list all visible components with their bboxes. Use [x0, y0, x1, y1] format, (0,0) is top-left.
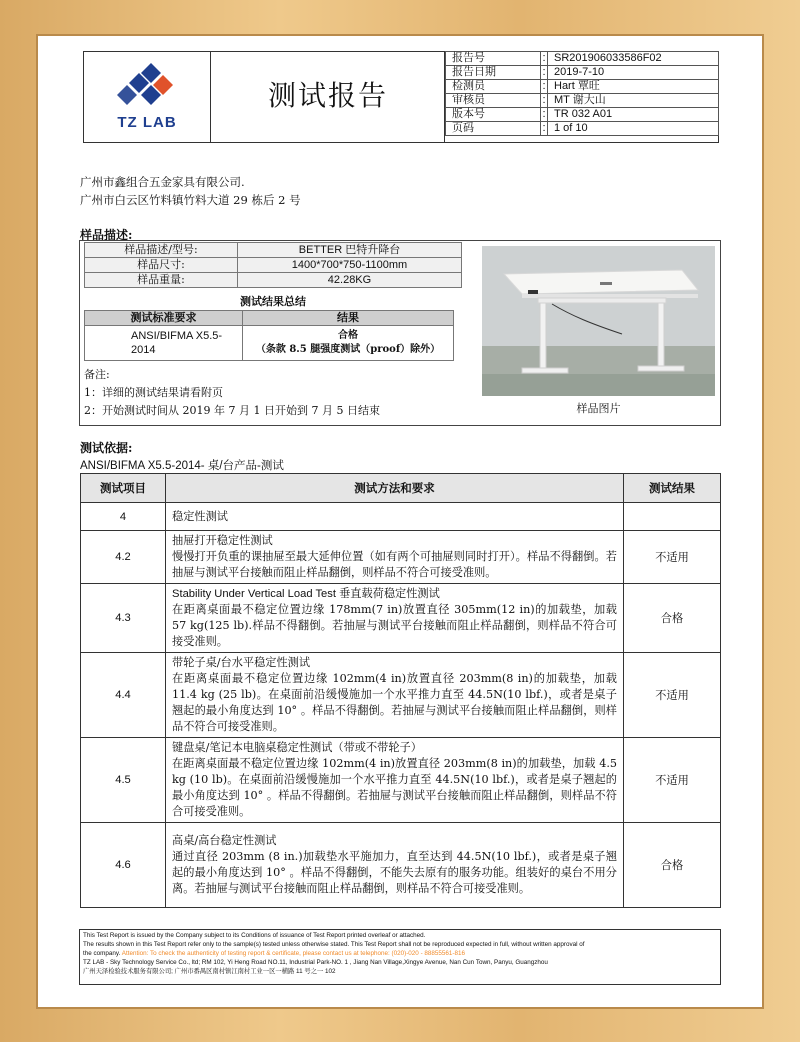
meta-row [446, 80, 719, 94]
sample-value: 42.28KG [238, 273, 462, 288]
summary-header-result: 结果 [243, 311, 454, 326]
test-method: 在距离桌面最不稳定位置边缘 102mm(4 in)放置直径 203mm(8 in)的加载垫，加载 4.5 kg (10 lb)。在桌面前沿缓慢施加一个水平推力直至 44.5N(10 lbf.)，或者是桌子翘起的最小角度达到 10° 。样品不得翻倒。若抽屉与测试平台接触而阻止样品翻倒，则样品不符合可接受准则。 [172, 757, 617, 818]
test-method: 在距离桌面最不稳定位置边缘 178mm(7 in)放置直径 305mm(12 in)的加载垫，加载 57 kg(125 lb).样品不得翻倒。若抽屉与测试平台接触而阻止样品翻倒，则样品不符合可接受准则。 [172, 603, 617, 648]
report-meta-table [445, 51, 719, 136]
test-table-header [81, 474, 721, 503]
test-title: 抽屉打开稳定性测试 [172, 534, 273, 547]
note-2: 2：开始测试时间从 2019 年 7 月 1 日开始到 7 月 5 日结束 [84, 404, 380, 417]
sample-info-table [84, 242, 462, 288]
summary-row [85, 326, 454, 361]
test-title: 带轮子桌/台水平稳定性测试 [172, 656, 311, 669]
meta-value: TR 032 A01 [548, 108, 719, 122]
meta-row [446, 108, 719, 122]
basis-standard: ANSI/BIFMA X5.5-2014- 桌/台产品-测试 [80, 460, 284, 472]
test-result: 合格 [624, 823, 721, 908]
test-section-name: 稳定性测试 [166, 503, 624, 531]
note-1: 1：详细的测试结果请看附页 [84, 386, 223, 399]
report-page [38, 36, 762, 1007]
table-row [81, 738, 721, 823]
header-result: 测试结果 [624, 474, 721, 503]
sample-label: 样品尺寸: [85, 258, 238, 273]
summary-table [84, 310, 454, 361]
client-name: 广州市鑫组合五金家具有限公司. [80, 175, 245, 189]
meta-colon: : [542, 108, 546, 120]
table-row [81, 503, 721, 531]
summary-result: 合格 [338, 330, 358, 341]
standing-desk-image-icon [482, 246, 715, 396]
summary-result-cell [243, 326, 454, 361]
test-title: 高桌/高台稳定性测试 [172, 834, 277, 847]
meta-label: 审核员 [446, 94, 541, 108]
sample-row [85, 273, 462, 288]
logo-cell [83, 51, 211, 143]
logo-text: TZ LAB [117, 114, 177, 131]
footer-line-3 [83, 949, 717, 958]
meta-row [446, 66, 719, 80]
meta-label: 版本号 [446, 108, 541, 122]
client-address: 广州市白云区竹料镇竹料大道 29 栋后 2 号 [80, 193, 301, 207]
meta-colon: : [542, 66, 546, 78]
test-method: 在距离桌面最不稳定位置边缘 102mm(4 in)放置直径 203mm(8 in)的加载垫，加载 11.4 kg (25 lb)。在桌面前沿缓慢施加一个水平推力直至 44.5N(10 lbf.)，或者是桌子翘起的最小角度达到 10° 。样品不得翻倒。若抽屉与测试平台接触而阻止样品翻倒，则样品不符合可接受准则。 [172, 672, 617, 733]
test-result: 不适用 [624, 531, 721, 584]
test-id: 4 [81, 503, 166, 531]
photo-caption: 样品图片 [576, 402, 621, 415]
notes-title: 备注: [84, 368, 110, 381]
test-id: 4.3 [81, 584, 166, 653]
sample-value: BETTER 巴特升降台 [238, 243, 462, 258]
summary-title: 测试结果总结 [240, 296, 306, 308]
test-method: 慢慢打开负重的课抽屉至最大延伸位置（如有两个可抽屉则同时打开）。样品不得翻倒。若抽屉与测试平台接触而阻止样品翻倒，则样品不符合可接受准则。 [172, 550, 617, 579]
meta-value: SR201906033586F02 [548, 52, 719, 66]
meta-value: Hart 覃旺 [548, 80, 719, 94]
test-method-cell [166, 531, 624, 584]
footer-line-5: 广州天泽检验技术服务有限公司; 广州市番禺区南村镇江南村工业一区一横路 11 号之一 102 [83, 968, 336, 975]
summary-header-row [85, 311, 454, 326]
summary-header-standard: 测试标准要求 [85, 311, 243, 326]
meta-value: MT 谢大山 [548, 94, 719, 108]
summary-standard: ANSI/BIFMA X5.5-2014 [85, 326, 243, 361]
test-result [624, 503, 721, 531]
test-id: 4.4 [81, 653, 166, 738]
footer-line-4: TZ LAB - Sky Technology Service Co., ltd; RM 102, Yi Heng Road NO.11, Industrial Park-NO. 1 , Jiang Nan Village,Xingye Avenue, Nan Cun Town, Panyu, Guangzhou [83, 959, 548, 966]
meta-colon: : [542, 52, 546, 64]
meta-colon: : [542, 80, 546, 92]
meta-colon: : [542, 122, 546, 134]
table-row [81, 584, 721, 653]
meta-colon: : [542, 94, 546, 106]
sample-value: 1400*700*750-1100mm [238, 258, 462, 273]
header-test-item: 测试项目 [81, 474, 166, 503]
sample-section-title: 样品描述: [80, 228, 133, 242]
test-id: 4.5 [81, 738, 166, 823]
meta-label: 报告号 [446, 52, 541, 66]
sample-row [85, 258, 462, 273]
summary-result-note: （条款 8.5 腿强度测试（proof）除外） [255, 344, 441, 355]
test-result: 合格 [624, 584, 721, 653]
meta-row [446, 52, 719, 66]
footer-attention: Attention: To check the authenticity of testing report & certificate, please contact us at telephone: (020)-020 - 88855561-816 [121, 950, 466, 957]
test-method-cell [166, 823, 624, 908]
test-method-cell [166, 738, 624, 823]
meta-value: 1 of 10 [548, 122, 719, 136]
test-id: 4.2 [81, 531, 166, 584]
sample-label: 样品描述/型号: [85, 243, 238, 258]
meta-row [446, 94, 719, 108]
test-title: Stability Under Vertical Load Test 垂直载荷稳定性测试 [172, 588, 440, 600]
report-footer [79, 929, 721, 985]
table-row [81, 531, 721, 584]
meta-row [446, 122, 719, 136]
report-title: 测试报告 [267, 79, 388, 112]
footer-line-1: This Test Report is issued by the Company subject to its Conditions of issuance of Test Report printed overleaf or attached. [83, 932, 426, 939]
test-result: 不适用 [624, 653, 721, 738]
meta-label: 报告日期 [446, 66, 541, 80]
test-method-cell [166, 584, 624, 653]
footer-company: the company. [83, 950, 121, 957]
test-method: 通过直径 203mm (8 in.)加载垫水平施加力，直至达到 44.5N(10 lbf.)，或者是桌子翘起的最小角度达到 10° 。样品不得翻倒，不能失去原有的服务功能。组装好的桌台不用分离。若抽屉与测试平台接触而阻止样品翻倒，则样品不符合可接受准则。 [172, 850, 617, 895]
meta-value: 2019-7-10 [548, 66, 719, 80]
basis-title: 测试依据: [80, 441, 133, 455]
table-row [81, 823, 721, 908]
test-result: 不适用 [624, 738, 721, 823]
test-items-table [80, 473, 721, 908]
footer-line-2: The results shown in this Test Report refer only to the sample(s) tested unless otherwise stated. This Test Report shall not be reproduced expected in full, without written approval of [83, 941, 585, 948]
test-method-cell [166, 653, 624, 738]
test-id: 4.6 [81, 823, 166, 908]
test-title: 键盘桌/笔记本电脑桌稳定性测试（带或不带轮子） [172, 741, 422, 754]
sample-label: 样品重量: [85, 273, 238, 288]
sample-photo [482, 246, 715, 396]
sample-row [85, 243, 462, 258]
meta-label: 页码 [446, 122, 541, 136]
meta-label: 检测员 [446, 80, 541, 94]
table-row [81, 653, 721, 738]
header-method: 测试方法和要求 [166, 474, 624, 503]
